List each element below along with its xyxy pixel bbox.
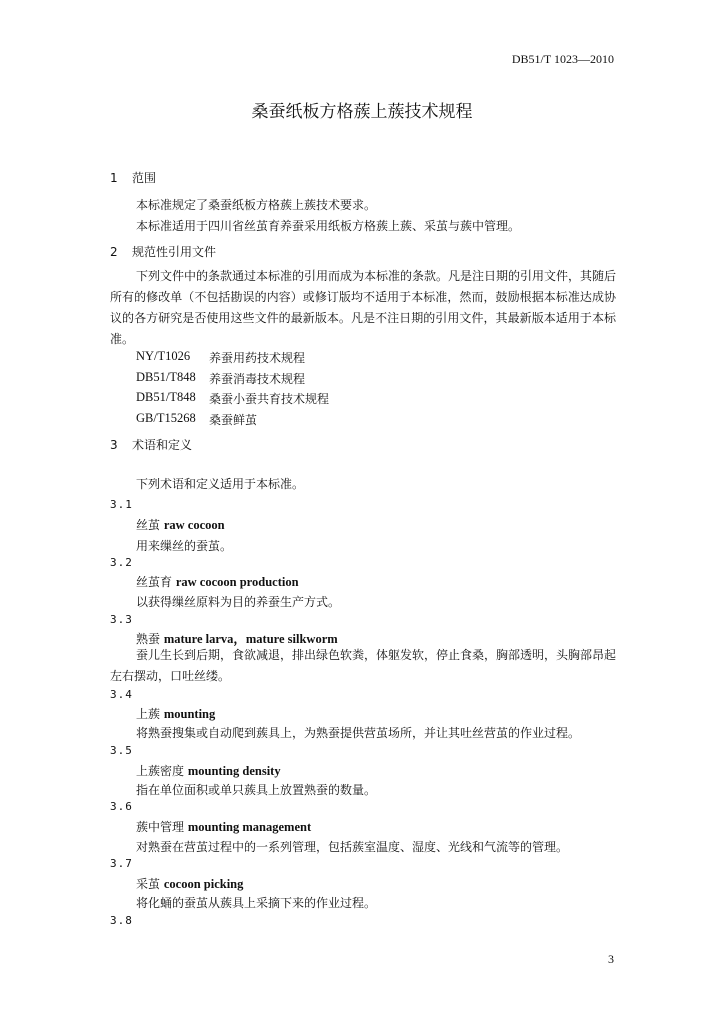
- reference-code: NY/T1026: [136, 349, 191, 363]
- document-title: 桑蚕纸板方格蔟上蔟技术规程: [251, 102, 473, 122]
- section-2-paragraph: 下列文件中的条款通过本标准的引用而成为本标准的条款。凡是注日期的引用文件，其随后所有的修改单（不包括勘误的内容）或修订版均不适用于本标准，然而，鼓励根据本标准达成协议的各方研究是否使用这些文件的最新版本。凡是不注日期的引用文件，其最新版本适用于本标准。: [110, 269, 617, 346]
- term-english: mounting management: [187, 820, 312, 834]
- term-chinese: 丝茧育: [136, 575, 173, 589]
- section-3-heading: [110, 436, 192, 453]
- standard-code: DB51/T 1023—2010: [511, 52, 614, 66]
- term-definition: 将熟蚕搜集或自动爬到蔟具上，为熟蚕提供营茧场所，并让其吐丝营茧的作业过程。: [136, 726, 581, 740]
- term-heading: [136, 705, 215, 722]
- term-english: mature larva，mature silkworm: [163, 632, 338, 646]
- section-3-intro: 下列术语和定义适用于本标准。: [136, 477, 305, 491]
- term-chinese: 采茧: [136, 877, 161, 891]
- term-definition: 以获得缫丝原料为目的养蚕生产方式。: [136, 595, 341, 609]
- section-1-paragraph-2: 本标准适用于四川省丝茧育养蚕采用纸板方格蔟上蔟、采茧与蔟中管理。: [136, 219, 521, 233]
- section-1-paragraph-1: 本标准规定了桑蚕纸板方格蔟上蔟技术要求。: [136, 198, 377, 212]
- term-number: 3.6: [110, 800, 133, 813]
- reference-title: 养蚕消毒技术规程: [209, 372, 306, 386]
- term-definition: 对熟蚕在营茧过程中的一系列管理，包括蔟室温度、湿度、光线和气流等的管理。: [136, 840, 569, 854]
- term-definition: 用来缫丝的蚕茧。: [136, 539, 233, 553]
- section-title: 术语和定义: [132, 438, 193, 452]
- reference-title: 养蚕用药技术规程: [209, 351, 306, 365]
- reference-code: GB/T15268: [136, 411, 196, 425]
- section-number: 1: [110, 171, 118, 185]
- section-number: 2: [110, 245, 118, 259]
- term-chinese: 上蔟密度: [136, 764, 185, 778]
- section-1-heading: [110, 169, 156, 186]
- term-chinese: 丝茧: [136, 518, 161, 532]
- term-english: raw cocoon: [163, 518, 225, 532]
- page-number: 3: [608, 952, 614, 966]
- term-number: 3.4: [110, 688, 133, 701]
- section-title: 规范性引用文件: [132, 245, 217, 259]
- term-english: mounting density: [187, 764, 281, 778]
- term-number: 3.2: [110, 556, 133, 569]
- reference-title: 桑蚕小蚕共育技术规程: [209, 392, 330, 406]
- term-heading: [136, 573, 299, 590]
- reference-code: DB51/T848: [136, 370, 196, 384]
- term-number: 3.3: [110, 613, 133, 626]
- term-definition: 指在单位面积或单只蔟具上放置熟蚕的数量。: [136, 783, 377, 797]
- section-title: 范围: [132, 171, 157, 185]
- term-heading: [136, 818, 311, 835]
- term-number: 3.1: [110, 498, 133, 511]
- term-definition: 蚕儿生长到后期，食欲减退，排出绿色软粪，体躯发软，停止食桑，胸部透明，头胸部昂起左右摆动，口吐丝缕。: [110, 648, 617, 683]
- term-heading: [136, 516, 225, 533]
- term-heading: [136, 762, 281, 779]
- term-chinese: 熟蚕: [136, 632, 161, 646]
- term-heading: [136, 875, 243, 892]
- term-definition: 将化蛹的蚕茧从蔟具上采摘下来的作业过程。: [136, 896, 377, 910]
- section-2-heading: [110, 243, 216, 260]
- term-english: cocoon picking: [163, 877, 244, 891]
- term-number: 3.7: [110, 857, 133, 870]
- term-number: 3.5: [110, 744, 133, 757]
- reference-code: DB51/T848: [136, 390, 196, 404]
- section-number: 3: [110, 438, 118, 452]
- reference-title: 桑蚕鲜茧: [209, 413, 258, 427]
- term-english: mounting: [163, 707, 216, 721]
- term-chinese: 蔟中管理: [136, 820, 185, 834]
- term-number: 3.8: [110, 914, 133, 927]
- term-chinese: 上蔟: [136, 707, 161, 721]
- term-english: raw cocoon production: [175, 575, 299, 589]
